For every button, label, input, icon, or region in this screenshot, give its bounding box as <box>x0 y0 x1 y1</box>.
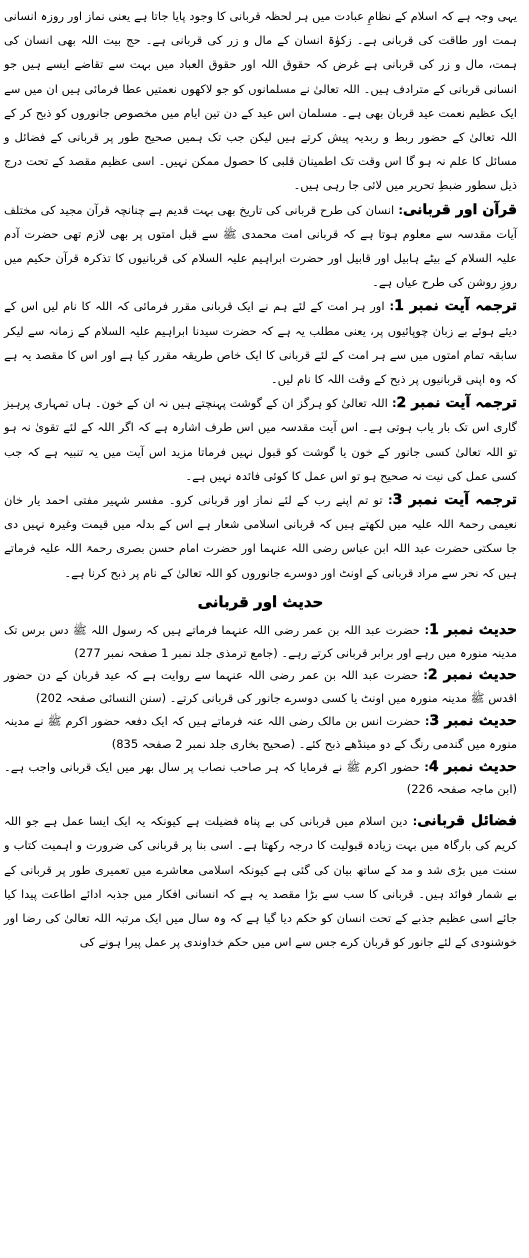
hadith-paragraph-4: حدیث نمبر 4: حضور اکرم ﷺ نے فرمایا کہ ہر صاحب نصاب پر سال بھر میں ایک قربانی واجب ہے۔ (ابن ماجہ صفحہ 226) <box>4 758 517 797</box>
verse-heading-label: ترجمہ آیت نمبر <box>408 492 517 509</box>
hadith-reference-2: (سنن النسائی صفحہ 202) <box>35 691 167 706</box>
hadith-number: 3 <box>429 713 440 730</box>
verse-text-2: اللہ تعالیٰ کو ہرگز ان کے گوشت پہنچتے ہیں نہ ان کے خون۔ ہاں تمہاری پرہیز گاری اس تک بار یاب ہوتی ہے۔ اس آیت مقدسہ میں اس طرف اشارہ ہے کہ اگر اللہ کے لئے تقویٰ نہ ہو تو اللہ تعالیٰ کسی جانور کے خون یا گوشت کو قبول نہیں فرماتا مزید اس آیت میں یہ تنبیہ ہے کہ جب کسی عمل کی نیت نہ صحیح ہو تو اس عمل کا کوئی فائدہ نہیں ہے۔ <box>4 396 517 483</box>
verse-text-3: تو تم اپنے رب کے لئے نماز اور قربانی کرو۔ مفسر شہیر مفتی احمد یار خان نعیمی رحمۃ اللہ علیہ میں لکھتے ہیں کہ قربانی اسلامی شعار ہے اس کے بدلہ میں قیمت وغیرہ نہیں دی جا سکتی حضرت عبد اللہ ابن عباس رضی اللہ عنہما اور حضرت امام حسن بصری رحمۃ اللہ علیہ فرماتے ہیں کہ نحر سے مراد قربانی کے اونٹ اور دوسرے جانوروں کو اللہ تعالیٰ کے نام پر ذبح کرنا ہے۔ <box>4 493 517 580</box>
hadith-heading-label: حدیث نمبر <box>444 758 517 775</box>
hadith-heading-1 <box>429 622 517 638</box>
hadith-paragraph-2: حدیث نمبر 2: حضرت عبد اللہ بن عمر رضی اللہ عنہما سے روایت ہے کہ عید قربان کے دن حضور اقدس ﷺ مدینہ منورہ میں اونٹ یا کسی دوسرے جانور کی قربانی کرتے۔ (سنن النسائی صفحہ 202) <box>4 667 517 706</box>
hadith-heading-2 <box>428 667 517 683</box>
intro-paragraph: یہی وجہ ہے کہ اسلام کے نظامِ عبادت میں ہر لحظہ قربانی کا وجود پایا جاتا ہے یعنی نماز اور روزہ انسانی ہمت اور طاقت کی قربانی ہے۔ زکوٰۃ انسان کے مال و زر کی قربانی ہے۔ حج بیت اللہ بھی انسان کی ہمت، مال و زر کی قربانی ہے غرض کہ حقوق اللہ اور حقوق العباد میں بہت سے تقاضے ایسے ہیں جو انسانی قربانی کے مترادف ہیں۔ اللہ تعالیٰ نے مسلمانوں کو جو لاکھوں نعمتیں عطا فرمائی ہیں ان میں سے ایک عظیم نعمت عید قربان بھی ہے۔ مسلمان اس عید کے دن تین ایام میں مخصوص جانوروں کو ذبح کر کے اللہ تعالیٰ کے حضور ربط و ربدیہ پیش کرتے ہیں لیکن جب تک ہمیں صحیح طور پر قربانی کے فضائل و مسائل کا علم نہ ہو گا اس وقت تک اطمینان قلبی کا حصول ممکن نہیں۔ اسی عظیم مقصد کے تحت درج ذیل سطور ضبطِ تحریر میں لائی جا رہی ہیں۔ <box>4 9 517 193</box>
hadith-number: 1 <box>429 621 439 638</box>
virtues-text: دین اسلام میں قربانی کی بے پناہ فضیلت ہے کیونکہ یہ ایک ایسا عمل ہے جو اللہ کریم کی بارگاہ میں بہت زیادہ قبولیت کا درجہ رکھتا ہے۔ اسی بنا پر قربانی کی ضرورت و اہمیت کتاب و سنت میں بڑی شد و مد کے ساتھ بیان کی گئی ہے کیونکہ اسلامی معاشرے میں تعمیری طور پر قربانی کے بے شمار فوائد ہیں۔ قربانی کا سب سے بڑا مقصد یہ ہے کہ انسانی افکار میں جذبہ ادائے اطاعت پیدا کیا جائے اسی عظیم جذبے کے تحت انسان کو حکم دیا گیا ہے کہ وہ سال میں ایک مرتبہ اللہ تعالیٰ کی رضا اور خوشنودی کے لئے جانور کو قربان کرے جس سے اس میں حکم خداوندی پر عمل پیرا ہونے کی <box>4 814 517 950</box>
verse-number: 2 <box>396 395 407 412</box>
hadith-reference-3: (صحیح بخاری جلد نمبر 2 صفحہ 835) <box>111 736 296 751</box>
verse-paragraph-3: ترجمہ آیت نمبر 3: تو تم اپنے رب کے لئے نماز اور قربانی کرو۔ مفسر شہیر مفتی احمد یار خان نعیمی رحمۃ اللہ علیہ میں لکھتے ہیں کہ قربانی اسلامی شعار ہے اس کے بدلہ میں قیمت وغیرہ نہیں دی جا سکتی حضرت عبد اللہ ابن عباس رضی اللہ عنہما اور حضرت امام حسن بصری رحمۃ اللہ علیہ فرماتے ہیں کہ نحر سے مراد قربانی کے اونٹ اور دوسرے جانوروں کو اللہ تعالیٰ کے نام پر ذبح کرنا ہے۔ <box>4 492 517 580</box>
verse-heading-1 <box>394 298 517 314</box>
spacer <box>4 801 517 809</box>
hadith-paragraph-3: حدیث نمبر 3: حضرت انس بن مالک رضی اللہ عنہ فرماتے ہیں کہ ایک دفعہ حضور اکرم ﷺ نے مدینہ منورہ میں گندمی رنگ کے دو مینڈھے ذبح کئے۔ (صحیح بخاری جلد نمبر 2 صفحہ 835) <box>4 713 518 751</box>
hadith-text-1: حضرت عبد اللہ بن عمر رضی اللہ عنہما فرماتے ہیں کہ رسول اللہ ﷺ دس برس تک مدینہ منورہ میں رہے اور برابر قربانی کرتے رہے۔ <box>4 622 517 660</box>
virtues-heading: فضائل قربانی <box>417 813 517 830</box>
quran-text: انسان کی طرح قربانی کی تاریخ بھی بہت قدیم ہے چنانچہ قرآن مجید کی مختلف آیات مقدسہ سے معلوم ہوتا ہے کہ قربانی امت محمدی ﷺ سے قبل امتوں پر بھی لازم تھی حضرت آدم علیہ السلام کے بیٹے ہابیل اور قابیل اور حضرت ابراہیم علیہ السلام کی قربانیوں کا تذکرہ قرآن حکیم میں روزِ روشن کی طرح عیاں ہے۔ <box>4 202 517 290</box>
verse-number: 1 <box>394 298 404 315</box>
hadith-heading-label: حدیث نمبر <box>443 667 517 684</box>
hadith-heading-4 <box>429 759 517 775</box>
verse-heading-label: ترجمہ آیت نمبر <box>409 298 517 315</box>
verse-heading-3 <box>393 492 517 508</box>
hadith-section-title: حدیث اور قربانی <box>197 592 324 611</box>
hadith-number: 4 <box>428 758 439 775</box>
verse-paragraph-1: ترجمہ آیت نمبر 1: اور ہر امت کے لئے ہم نے ایک قربانی مقرر فرمائی کہ اللہ کا نام لیں اس کے دیئے ہوئے بے زبان چوپائیوں پر، یعنی مطلب یہ ہے کہ حضرت سیدنا ابراہیم علیہ السلام کے زمانہ سے لیکر سابقہ تمام امتوں میں سے ہر امت کے لئے قربانی کا ایک خاص طریقہ مقرر کیا ہے اور اس کا مقصد یہ ہے کہ وہ اپنی قربانیوں پر ذبح کے وقت اللہ کا نام لیں۔ <box>4 298 517 387</box>
hadith-reference-1: (جامع ترمذی جلد نمبر 1 صفحہ نمبر 277) <box>74 645 278 660</box>
verse-text-1: اور ہر امت کے لئے ہم نے ایک قربانی مقرر فرمائی کہ اللہ کا نام لیں اس کے دیئے ہوئے بے زبان چوپائیوں پر، یعنی مطلب یہ ہے کہ حضرت سیدنا ابراہیم علیہ السلام کے زمانہ سے لیکر سابقہ تمام امتوں میں سے ہر امت کے لئے قربانی کا ایک خاص طریقہ مقرر کیا ہے اور اس کا مقصد یہ ہے کہ وہ اپنی قربانیوں پر ذبح کے وقت اللہ کا نام لیں۔ <box>4 299 517 387</box>
quran-paragraph: قرآن اور قربانی: انسان کی طرح قربانی کی تاریخ بھی بہت قدیم ہے چنانچہ قرآن مجید کی مختلف آیات مقدسہ سے معلوم ہوتا ہے کہ قربانی امت محمدی ﷺ سے قبل امتوں پر بھی لازم تھی حضرت آدم علیہ السلام کے بیٹے ہابیل اور قابیل اور حضرت ابراہیم علیہ السلام کی قربانیوں کا تذکرہ قرآن حکیم میں روزِ روشن کی طرح عیاں ہے۔ <box>4 201 517 290</box>
hadith-text-3: حضرت انس بن مالک رضی اللہ عنہ فرماتے ہیں کہ ایک دفعہ حضور اکرم ﷺ نے مدینہ منورہ میں گندمی رنگ کے دو مینڈھے ذبح کئے۔ <box>4 714 517 751</box>
verse-paragraph-2: ترجمہ آیت نمبر 2: اللہ تعالیٰ کو ہرگز ان کے گوشت پہنچتے ہیں نہ ان کے خون۔ ہاں تمہاری پرہیز گاری اس تک بار یاب ہوتی ہے۔ اس آیت مقدسہ میں اس طرف اشارہ ہے کہ اگر اللہ کے لئے تقویٰ نہ ہو تو اللہ تعالیٰ کسی جانور کے خون یا گوشت کو قبول نہیں فرماتا مزید اس آیت میں یہ تنبیہ ہے کہ جب کسی عمل کی نیت نہ صحیح ہو تو اس عمل کا کوئی فائدہ نہیں ہے۔ <box>4 395 517 483</box>
hadith-heading-3 <box>429 713 517 729</box>
hadith-text-2: حضرت عبد اللہ بن عمر رضی اللہ عنہما سے روایت ہے کہ عید قربان کے دن حضور اقدس ﷺ مدینہ منورہ میں اونٹ یا کسی دوسرے جانور کی قربانی کرتے۔ <box>4 668 517 706</box>
hadith-number: 2 <box>427 667 438 684</box>
hadith-reference-4: (ابن ماجہ صفحہ 226) <box>406 782 517 797</box>
verse-number: 3 <box>392 492 403 509</box>
hadith-heading-label: حدیث نمبر <box>444 621 518 638</box>
quran-heading: قرآن اور قربانی <box>402 201 517 218</box>
virtues-paragraph: فضائل قربانی: دین اسلام میں قربانی کی بے پناہ فضیلت ہے کیونکہ یہ ایک ایسا عمل ہے جو اللہ کریم کی بارگاہ میں بہت زیادہ قبولیت کا درجہ رکھتا ہے۔ اسی بنا پر قربانی کی ضرورت و اہمیت کتاب و سنت میں بڑی شد و مد کے ساتھ بیان کی گئی ہے کیونکہ اسلامی معاشرے میں تعمیری طور پر قربانی کے بے شمار فوائد ہیں۔ قربانی کا سب سے بڑا مقصد یہ ہے کہ انسانی افکار میں جذبہ ادائے اطاعت پیدا کیا جائے اسی عظیم جذبے کے تحت انسان کو حکم دیا گیا ہے کہ وہ سال میں ایک مرتبہ اللہ تعالیٰ کی رضا اور خوشنودی کے لئے جانور کو قربان کرے جس سے اس میں حکم خداوندی پر عمل پیرا ہونے کی <box>4 813 517 950</box>
hadith-text-4: حضور اکرم ﷺ نے فرمایا کہ ہر صاحب نصاب پر سال بھر میں ایک قربانی واجب ہے۔ <box>4 759 420 774</box>
hadith-paragraph-1: حدیث نمبر 1: حضرت عبد اللہ بن عمر رضی اللہ عنہما فرماتے ہیں کہ رسول اللہ ﷺ دس برس تک مدینہ منورہ میں رہے اور برابر قربانی کرتے رہے۔ (جامع ترمذی جلد نمبر 1 صفحہ نمبر 277) <box>4 621 518 660</box>
verse-heading-2 <box>397 395 517 411</box>
verse-heading-label: ترجمہ آیت نمبر <box>411 395 517 412</box>
hadith-heading-label: حدیث نمبر <box>444 713 518 730</box>
